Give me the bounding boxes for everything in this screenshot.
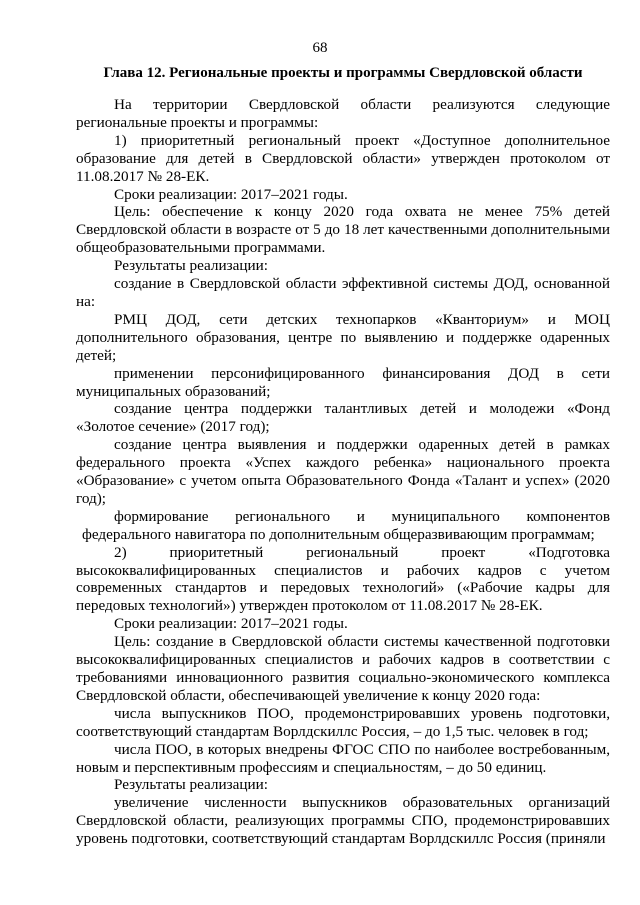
paragraph: создание центра поддержки талантливых детей и молодежи «Фонд «Золотое сечение» (2017 год); <box>76 400 610 436</box>
paragraph: формирование регионального и муниципального компонентов федерального навигатора по дополнительным общеразвивающим программам; <box>82 507 610 543</box>
paragraph: применении персонифицированного финансирования ДОД в сети муниципальных образований; <box>76 364 610 400</box>
paragraph: числа ПОО, в которых внедрены ФГОС СПО по наиболее востребованным, новым и перспективным профессиям и специальностям, – до 50 единиц. <box>76 740 610 776</box>
paragraph: Цель: создание в Свердловской области системы качественной подготовки высококвалифицированных специалистов и рабочих кадров в соответствии с требованиями инновационного развития социально-экономического комплекса Свердловской области, обеспечивающей увеличение к концу 2020 года: <box>76 633 610 704</box>
chapter-title: Глава 12. Региональные проекты и программы Свердловской области <box>103 65 583 81</box>
paragraph: 2) приоритетный региональный проект «Подготовка высококвалифицированных специалистов и рабочих кадров с учетом современных стандартов и передовых технологий» («Рабочие кадры для передовых технологий») утвержден протоколом от 11.08.2017 № 28-ЕК. <box>76 543 610 615</box>
page-number: 68 <box>312 40 328 56</box>
paragraph: создание центра выявления и поддержки одаренных детей в рамках федерального проекта «Успех каждого ребенка» национального проекта «Образование» с учетом опыта Образовательного Фонда «Талант и успех» (2020 год); <box>76 436 610 507</box>
paragraph: создание в Свердловской области эффективной системы ДОД, основанной на: <box>76 275 610 310</box>
paragraph: Сроки реализации: 2017–2021 годы. <box>114 615 348 633</box>
paragraph: числа выпускников ПОО, продемонстрировавших уровень подготовки, соответствующий стандартам Ворлдскиллс Россия, – до 1,5 тыс. человек в год; <box>76 704 610 740</box>
paragraph: Результаты реализации: <box>114 776 268 794</box>
paragraph: 1) приоритетный региональный проект «Доступное дополнительное образование для детей в Свердловской области» утвержден протоколом от 11.08.2017 № 28-ЕК. <box>76 131 610 185</box>
paragraph: РМЦ ДОД, сети детских технопарков «Кванториум» и МОЦ дополнительного образования, центре по выявлению и поддержке одаренных детей; <box>76 310 610 364</box>
paragraph: увеличение численности выпускников образовательных организаций Свердловской области, реализующих программы СПО, продемонстрировавших уровень подготовки, соответствующий стандартам Ворлдскиллс Россия (приняли <box>76 794 610 848</box>
paragraph: Результаты реализации: <box>114 257 268 275</box>
document-body <box>76 96 610 848</box>
paragraph: Цель: обеспечение к концу 2020 года охвата не менее 75% детей Свердловской области в возрасте от 5 до 18 лет качественными дополнительными общеобразовательными программами. <box>76 203 610 257</box>
paragraph: Сроки реализации: 2017–2021 годы. <box>114 185 348 203</box>
paragraph: На территории Свердловской области реализуются следующие региональные проекты и программы: <box>76 96 610 131</box>
